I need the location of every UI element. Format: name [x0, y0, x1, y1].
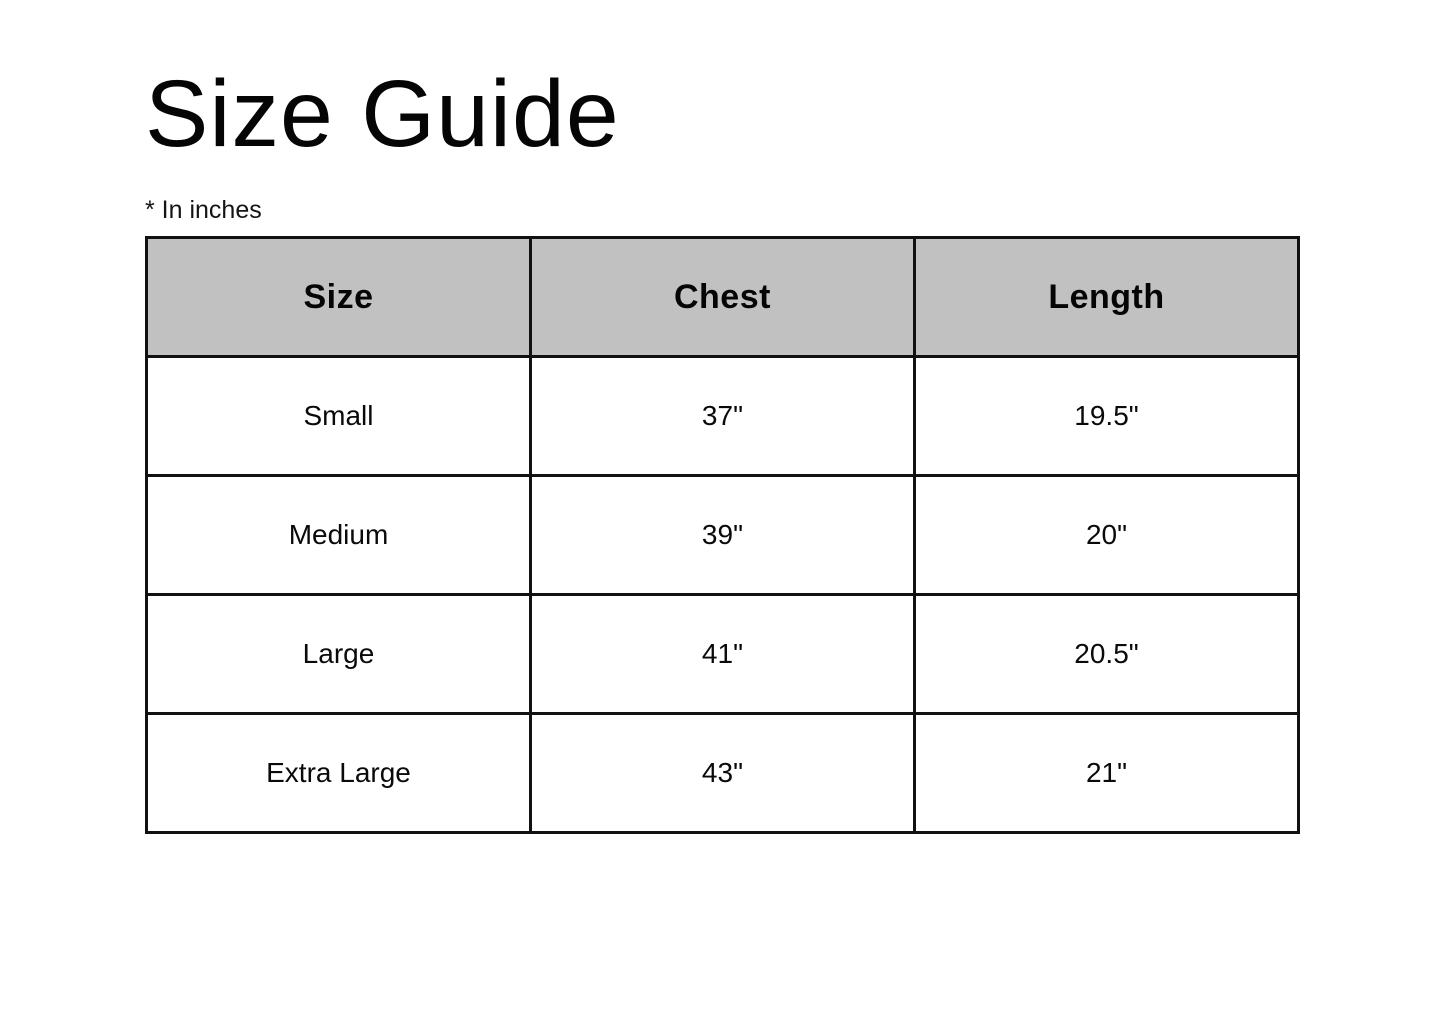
length-cell: 21"	[914, 714, 1298, 833]
size-cell: Medium	[147, 476, 531, 595]
table-row-extra-large	[147, 714, 1299, 833]
size-chart-table	[145, 236, 1300, 834]
chest-cell: 41"	[530, 595, 914, 714]
size-cell: Large	[147, 595, 531, 714]
column-header-length: Length	[914, 238, 1298, 357]
size-cell: Extra Large	[147, 714, 531, 833]
column-header-size: Size	[147, 238, 531, 357]
table-header-row	[147, 238, 1299, 357]
units-note: * In inches	[145, 196, 262, 224]
table-row-large	[147, 595, 1299, 714]
length-cell: 20.5"	[914, 595, 1298, 714]
page-title: Size Guide	[145, 61, 620, 167]
chest-cell: 37"	[530, 357, 914, 476]
table-row-medium	[147, 476, 1299, 595]
column-header-chest: Chest	[530, 238, 914, 357]
table-row-small	[147, 357, 1299, 476]
chest-cell: 39"	[530, 476, 914, 595]
chest-cell: 43"	[530, 714, 914, 833]
length-cell: 19.5"	[914, 357, 1298, 476]
length-cell: 20"	[914, 476, 1298, 595]
size-cell: Small	[147, 357, 531, 476]
